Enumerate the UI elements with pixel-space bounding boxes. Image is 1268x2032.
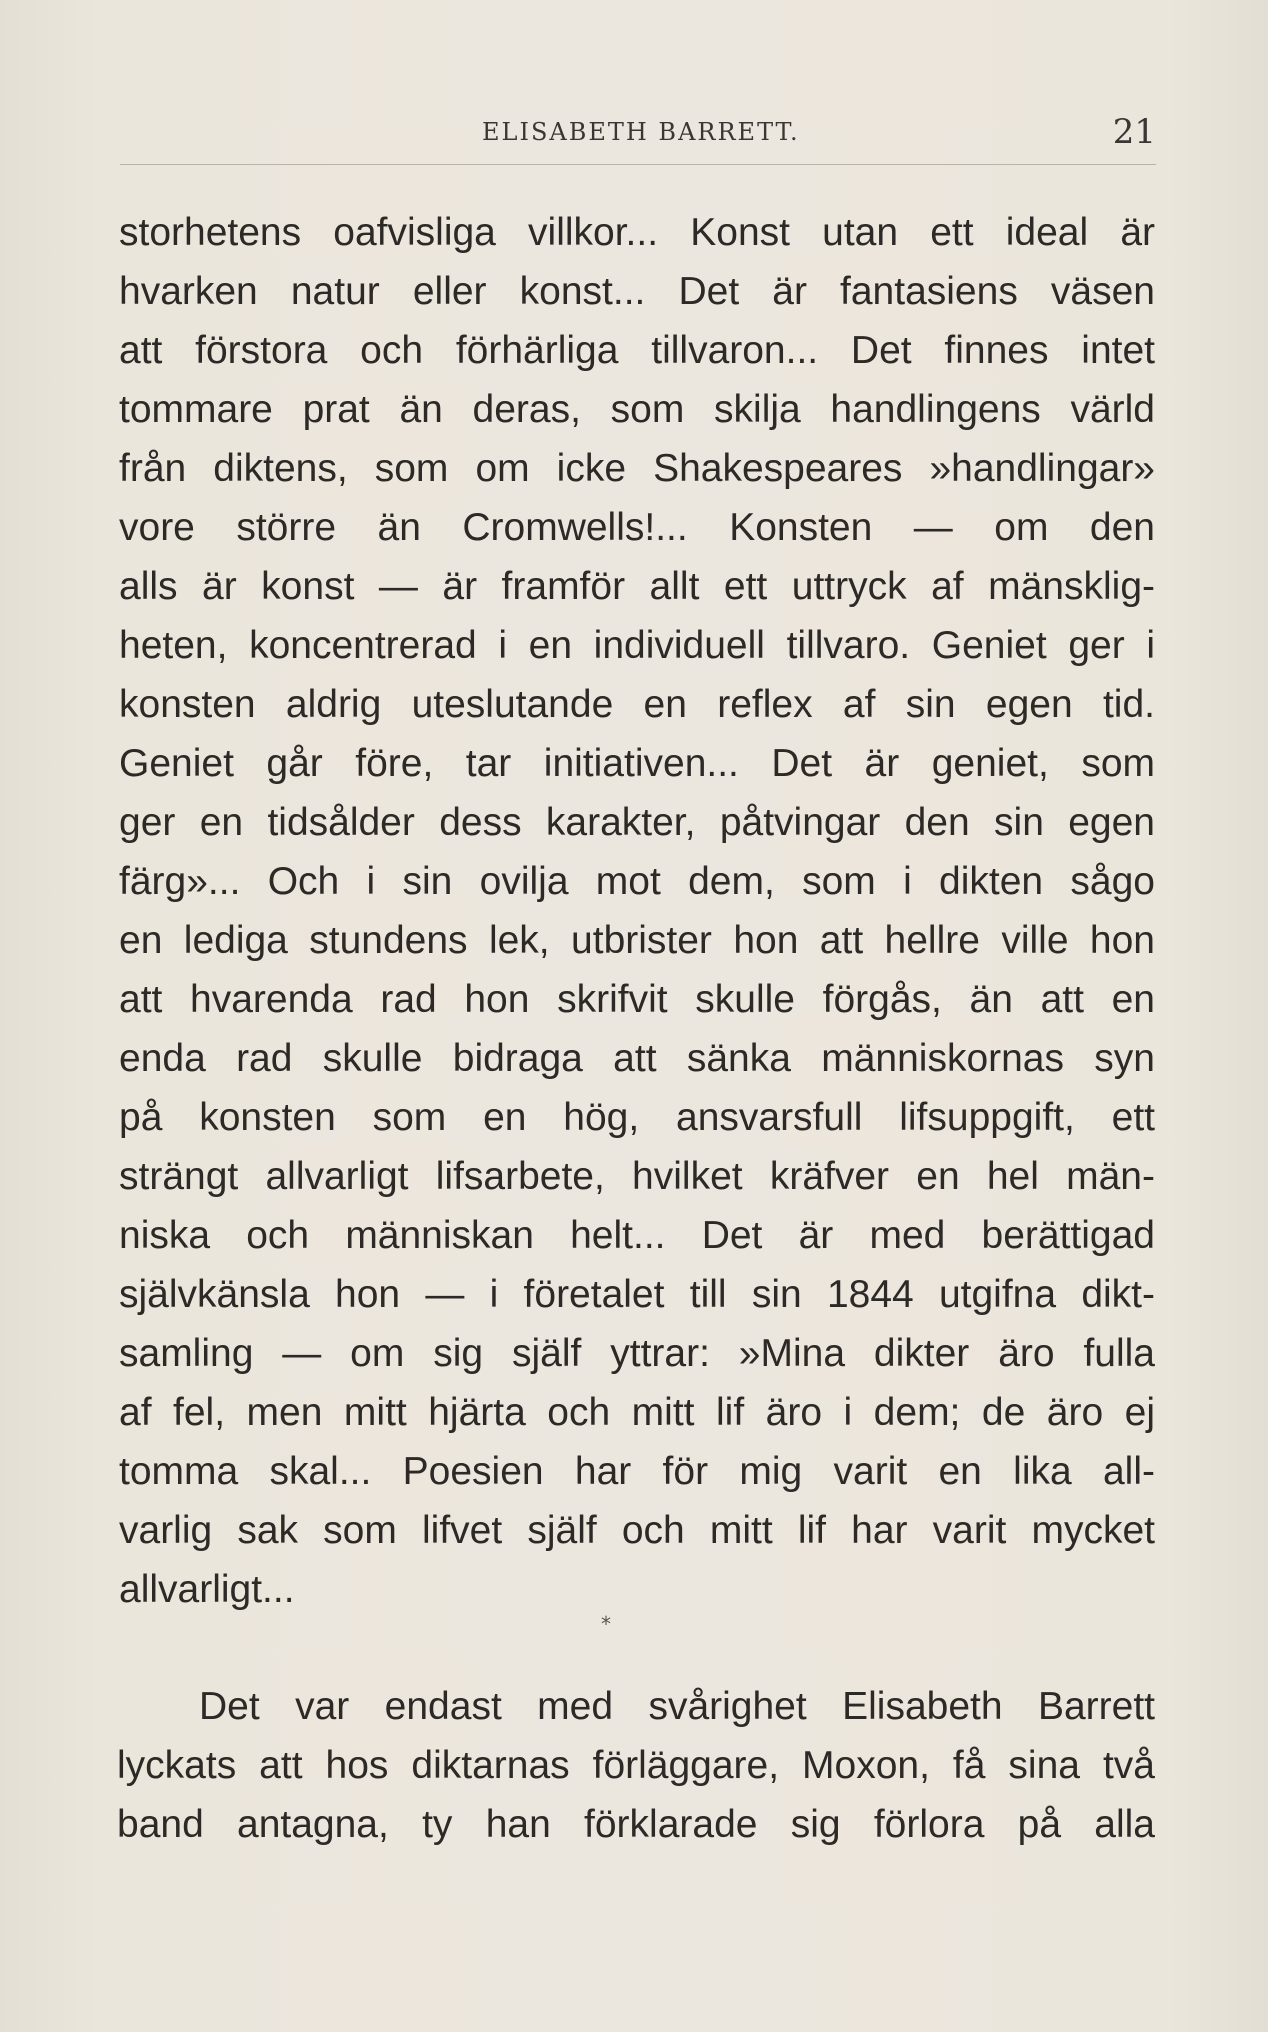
paragraph-1 <box>119 203 1155 1619</box>
text-line: strängt allvarligt lifsarbete, hvilket kräfver en hel män- <box>119 1155 1155 1198</box>
text-line: enda rad skulle bidraga att sänka människornas syn <box>119 1037 1155 1080</box>
text-line: färg»... Och i sin ovilja mot dem, som i dikten sågo <box>119 860 1155 903</box>
text-line: att förstora och förhärliga tillvaron... Det finnes intet <box>119 329 1155 372</box>
text-line: Geniet går före, tar initiativen... Det är geniet, som <box>119 742 1155 785</box>
running-head: ELISABETH BARRETT. <box>482 118 800 146</box>
text-line: band antagna, ty han förklarade sig förlora på alla <box>117 1803 1155 1846</box>
text-line: varlig sak som lifvet själf och mitt lif har varit mycket <box>119 1509 1155 1552</box>
text-line: tomma skal... Poesien har för mig varit en lika all- <box>119 1450 1155 1493</box>
text-line: på konsten som en hög, ansvarsfull lifsuppgift, ett <box>119 1096 1155 1139</box>
text-line: samling — om sig själf yttrar: »Mina dikter äro fulla <box>119 1332 1155 1375</box>
text-line: niska och människan helt... Det är med berättigad <box>119 1214 1155 1257</box>
text-line: självkänsla hon — i företalet till sin 1844 utgifna dikt- <box>119 1273 1155 1316</box>
text-line: heten, koncentrerad i en individuell tillvaro. Geniet ger i <box>119 624 1155 667</box>
page-number: 21 <box>1112 112 1156 152</box>
text-line: tommare prat än deras, som skilja handlingens värld <box>119 388 1155 431</box>
page-header <box>120 112 1156 164</box>
header-rule <box>120 164 1156 165</box>
text-line: en lediga stundens lek, utbrister hon att hellre ville hon <box>119 919 1155 962</box>
text-line: Det var endast med svårighet Elisabeth Barrett <box>199 1685 1155 1728</box>
text-line: ger en tidsålder dess karakter, påtvingar den sin egen <box>119 801 1155 844</box>
paragraph-2 <box>117 1677 1155 1854</box>
text-line: af fel, men mitt hjärta och mitt lif äro i dem; de äro ej <box>119 1391 1155 1434</box>
text-line: storhetens oafvisliga villkor... Konst utan ett ideal är <box>119 211 1155 254</box>
text-line: att hvarenda rad hon skrifvit skulle förgås, än att en <box>119 978 1155 1021</box>
text-line: hvarken natur eller konst... Det är fantasiens väsen <box>119 270 1155 313</box>
text-line: lyckats att hos diktarnas förläggare, Moxon, få sina två <box>117 1744 1155 1787</box>
text-line: konsten aldrig uteslutande en reflex af sin egen tid. <box>119 683 1155 726</box>
section-separator: * <box>601 1612 611 1636</box>
text-line: alls är konst — är framför allt ett uttryck af mänsklig- <box>119 565 1155 608</box>
text-line: från diktens, som om icke Shakespeares »handlingar» <box>119 447 1155 490</box>
text-line: allvarligt... <box>119 1568 295 1611</box>
text-line: vore större än Cromwells!... Konsten — om den <box>119 506 1155 549</box>
